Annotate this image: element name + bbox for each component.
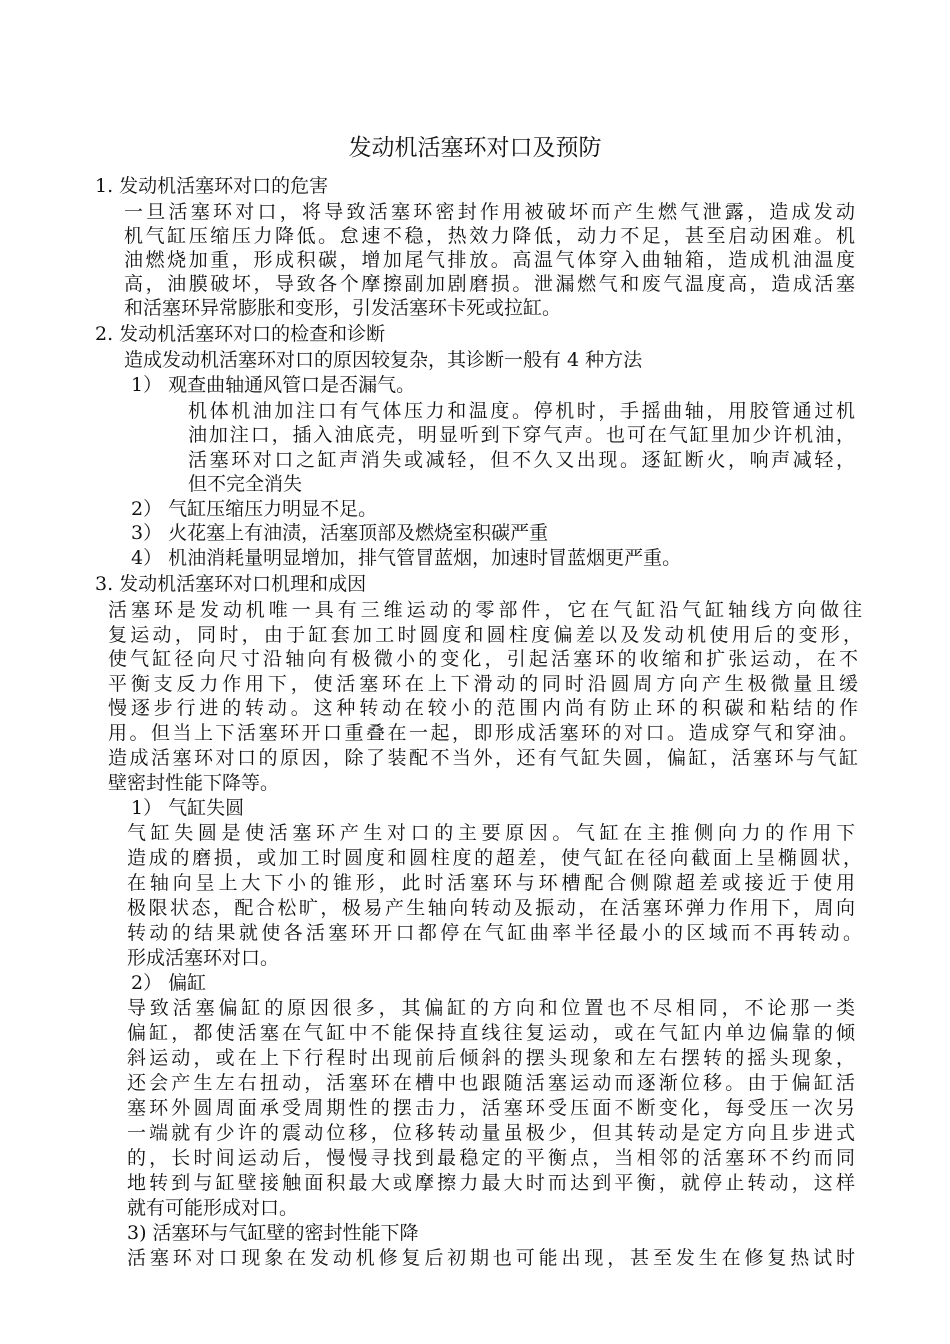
- text-line: 造成发动机活塞环对口的原因较复杂，其诊断一般有 4 种方法: [124, 349, 643, 371]
- text-line: 1. 发动机活塞环对口的危害: [95, 175, 329, 197]
- text-line: 3. 发动机活塞环对口机理和成因: [95, 573, 367, 595]
- text-line: 油燃烧加重，形成积碳，增加尾气排放。高温气体穿入曲轴箱，造成机油温度: [124, 249, 855, 271]
- text-line: 造成的磨损，或加工时圆度和圆柱度的超差，使气缸在径向截面上呈椭圆状，: [127, 847, 862, 869]
- text-line: 但不完全消失: [188, 473, 303, 495]
- text-line: 造成活塞环对口的原因，除了装配不当外，还有气缸失圆，偏缸，活塞环与气缸: [108, 747, 858, 769]
- text-line: 活塞环对口现象在发动机修复后初期也可能出现，甚至发生在修复热试时: [127, 1247, 855, 1269]
- text-line: 机气缸压缩压力降低。怠速不稳，热效力降低，动力不足，甚至启动困难。机: [124, 225, 855, 247]
- text-line: 气缸失圆是使活塞环产生对口的主要原因。气缸在主推侧向力的作用下: [127, 822, 855, 844]
- text-line: 形成活塞环对口。: [127, 947, 280, 969]
- text-line: 油加注口，插入油底壳，明显听到下穿气声。也可在气缸里加少许机油，: [188, 424, 855, 446]
- text-line: 在轴向呈上大下小的锥形，此时活塞环与环槽配合侧隙超差或接近于使用: [127, 872, 855, 894]
- text-line: 地转到与缸壁接触面积最大或摩擦力最大时而达到平衡，就停止转动，这样: [127, 1172, 855, 1194]
- text-line: 的，长时间运动后，慢慢寻找到最稳定的平衡点，当相邻的活塞环不约而同: [127, 1147, 855, 1169]
- text-line: 活塞环是发动机唯一具有三维运动的零部件，它在气缸沿气缸轴线方向做往: [108, 599, 862, 621]
- text-line: 1） 观查曲轴通风管口是否漏气。: [131, 374, 416, 396]
- text-line: 转动的结果就使各活塞环开口都停在气缸曲率半径最小的区域而不再转动。: [127, 922, 862, 944]
- text-line: 机体机油加注口有气体压力和温度。停机时，手摇曲轴，用胶管通过机: [188, 400, 855, 422]
- text-line: 3） 火花塞上有油渍，活塞顶部及燃烧室积碳严重: [131, 522, 549, 544]
- text-line: 壁密封性能下降等。: [108, 772, 280, 794]
- text-line: 2. 发动机活塞环对口的检查和诊断: [95, 323, 386, 345]
- text-line: 斜运动，或在上下行程时出现前后倾斜的摆头现象和左右摆转的摇头现象，: [127, 1047, 855, 1069]
- text-line: 偏缸，都使活塞在气缸中不能保持直线往复运动，或在气缸内单边偏靠的倾: [127, 1022, 855, 1044]
- text-line: 1） 气缸失圆: [131, 797, 245, 819]
- text-line: 和活塞环异常膨胀和变形，引发活塞环卡死或拉缸。: [124, 297, 562, 319]
- text-line: 平衡支反力作用下，使活塞环在上下滑动的同时沿圆周方向产生极微量且缓: [108, 673, 858, 695]
- text-line: 复运动，同时，由于缸套加工时圆度和圆柱度偏差以及发动机使用后的变形，: [108, 624, 862, 646]
- text-line: 一旦活塞环对口，将导致活塞环密封作用被破坏而产生燃气泄露，造成发动: [124, 201, 855, 223]
- text-line: 还会产生左右扭动，活塞环在槽中也跟随活塞运动而逐渐位移。由于偏缸活: [127, 1072, 855, 1094]
- text-line: 用。但当上下活塞环开口重叠在一起，即形成活塞环的对口。造成穿气和穿油。: [108, 722, 858, 744]
- text-line: 极限状态，配合松旷，极易产生轴向转动及振动，在活塞环弹力作用下，周向: [127, 897, 855, 919]
- text-line: 慢逐步行进的转动。这种转动在较小的范围内尚有防止环的积碳和粘结的作: [108, 697, 858, 719]
- text-line: 4） 机油消耗量明显增加，排气管冒蓝烟，加速时冒蓝烟更严重。: [131, 547, 682, 569]
- text-line: 高，油膜破坏，导致各个摩擦副加剧磨损。泄漏燃气和废气温度高，造成活塞: [124, 273, 855, 295]
- text-line: 2） 气缸压缩压力明显不足。: [131, 498, 378, 520]
- text-line: 就有可能形成对口。: [127, 1197, 299, 1219]
- text-line: 2） 偏缸: [131, 972, 207, 994]
- text-line: 一端就有少许的震动位移，位移转动量虽极少，但其转动是定方向且步进式: [127, 1122, 855, 1144]
- page-title: 发动机活塞环对口及预防: [348, 135, 602, 161]
- text-line: 活塞环对口之缸声消失或减轻，但不久又出现。逐缸断火，响声减轻，: [188, 449, 855, 471]
- text-line: 3) 活塞环与气缸壁的密封性能下降: [127, 1222, 419, 1244]
- text-line: 导致活塞偏缸的原因很多，其偏缸的方向和位置也不尽相同，不论那一类: [127, 997, 855, 1019]
- text-line: 塞环外圆周面承受周期性的摆击力，活塞环受压面不断变化，每受压一次另: [127, 1097, 855, 1119]
- text-line: 使气缸径向尺寸沿轴向有极微小的变化，引起活塞环的收缩和扩张运动，在不: [108, 648, 858, 670]
